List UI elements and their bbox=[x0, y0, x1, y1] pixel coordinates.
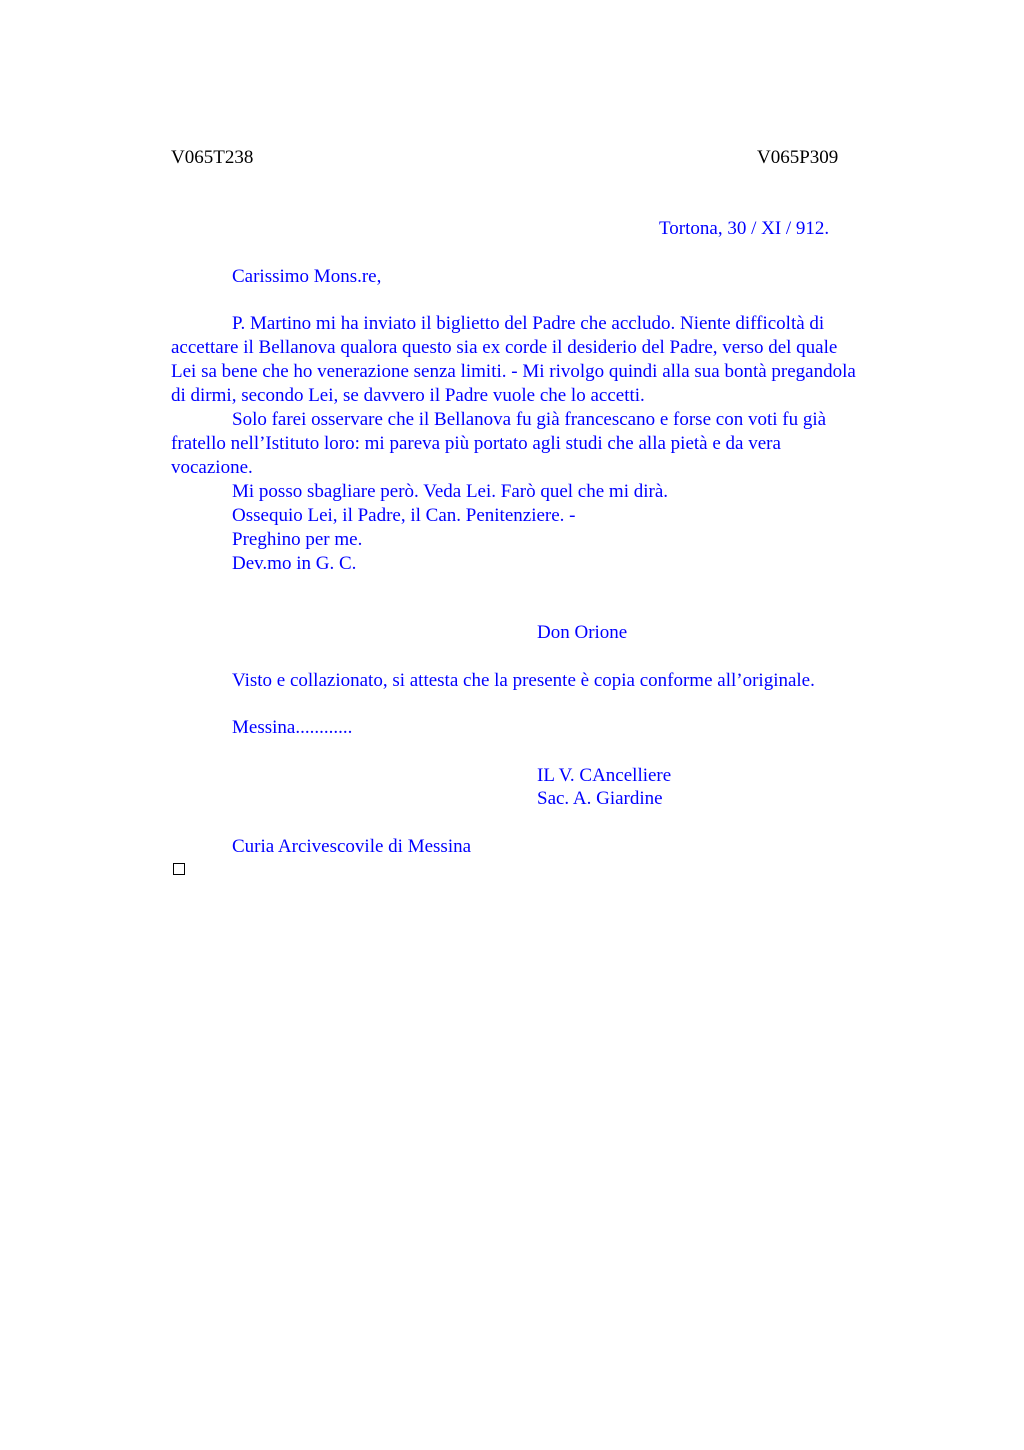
document-reference-left: V065T238 bbox=[171, 147, 254, 168]
body-line: Ossequio Lei, il Padre, il Can. Penitenziere. - bbox=[232, 505, 576, 526]
letter-date: Tortona, 30 / XI / 912. bbox=[659, 218, 830, 239]
document-reference-right: V065P309 bbox=[757, 147, 839, 168]
chancellor-name: Sac. A. Giardine bbox=[537, 788, 663, 809]
curia-office: Curia Arcivescovile di Messina bbox=[232, 836, 472, 857]
body-line: P. Martino mi ha inviato il biglietto del Padre che accludo. Niente difficoltà di bbox=[232, 313, 825, 334]
chancellor-title: IL V. CAncelliere bbox=[537, 765, 672, 786]
body-line: di dirmi, secondo Lei, se davvero il Padre vuole che lo accetti. bbox=[171, 385, 645, 406]
body-line: Mi posso sbagliare però. Veda Lei. Farò quel che mi dirà. bbox=[232, 481, 669, 502]
letter-body bbox=[171, 312, 931, 576]
letter-signature: Don Orione bbox=[537, 622, 628, 643]
body-line: vocazione. bbox=[171, 457, 253, 478]
attestation-place: Messina............ bbox=[232, 717, 353, 738]
letter-greeting: Carissimo Mons.re, bbox=[232, 266, 382, 287]
attestation-statement: Visto e collazionato, si attesta che la presente è copia conforme all’originale. bbox=[232, 670, 815, 691]
body-line: Preghino per me. bbox=[232, 529, 363, 550]
body-line: accettare il Bellanova qualora questo sia ex corde il desiderio del Padre, verso del quale bbox=[171, 337, 838, 358]
body-line: fratello nell’Istituto loro: mi pareva più portato agli studi che alla pietà e da vera bbox=[171, 433, 781, 454]
end-of-document-box-icon bbox=[173, 863, 185, 875]
body-line: Solo farei osservare che il Bellanova fu già francescano e forse con voti fu già bbox=[232, 409, 827, 430]
body-line: Dev.mo in G. C. bbox=[232, 553, 357, 574]
body-line: Lei sa bene che ho venerazione senza limiti. - Mi rivolgo quindi alla sua bontà pregandola bbox=[171, 361, 856, 382]
